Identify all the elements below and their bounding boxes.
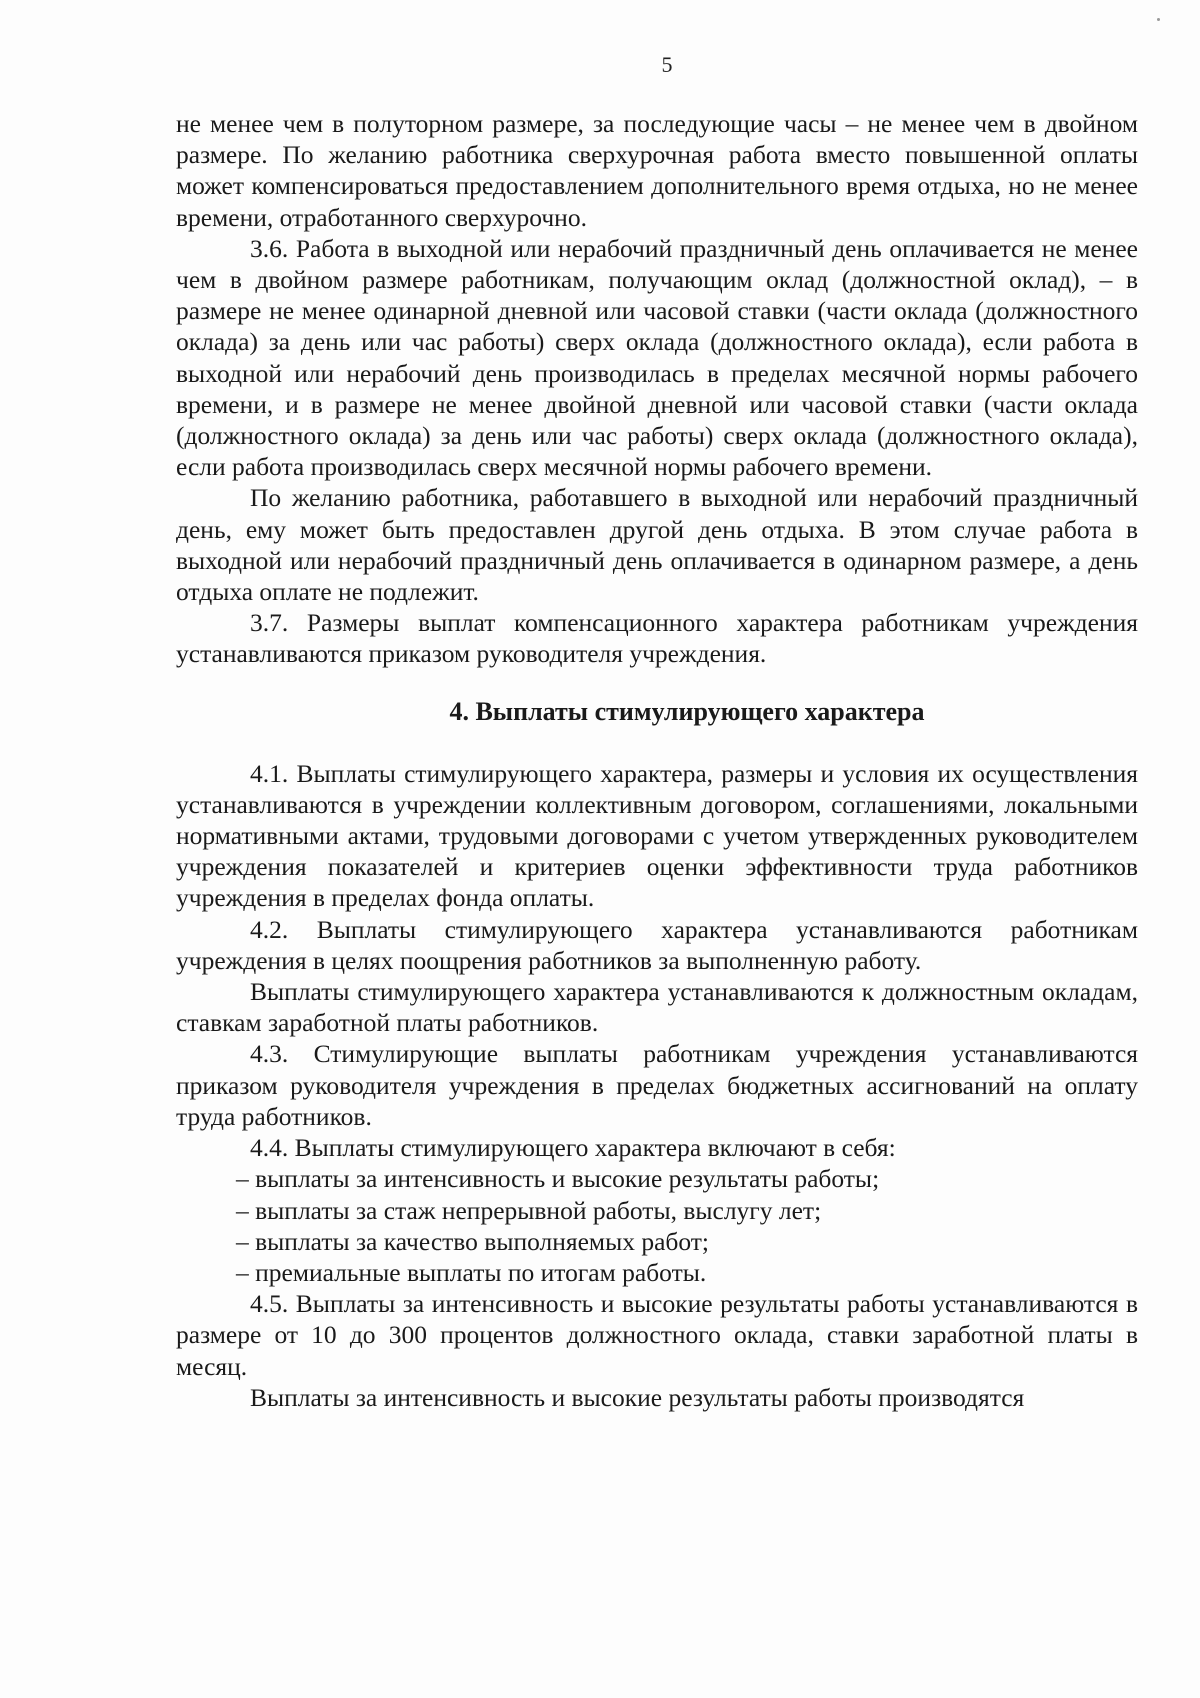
document-body xyxy=(176,108,1138,1413)
paragraph-4-4: 4.4. Выплаты стимулирующего характера включают в себя: xyxy=(250,1133,896,1163)
paragraph-4-1: 4.1. Выплаты стимулирующего характера, размеры и условия их осуществления устанавливаются в учреждении коллективным договором, соглашениями, локальными нормативными актами, трудовыми договорами с учетом утвержденных руководителем учреждения показателей и критериев оценки эффективности труда работников учреждения в пределах фонда оплаты. xyxy=(176,758,1138,913)
paragraph-overtime-continued: не менее чем в полуторном размере, за последующие часы – не менее чем в двойном размере. По желанию работника сверхурочная работа вместо повышенной оплаты может компенсироваться предоставлением дополнительного время отдыха, но не менее времени, отработанного сверхурочно. xyxy=(176,109,1138,232)
page-number: 5 xyxy=(661,52,673,77)
list-item: – выплаты за стаж непрерывной работы, выслугу лет; xyxy=(236,1195,822,1225)
list-item: – выплаты за интенсивность и высокие результаты работы; xyxy=(236,1164,880,1194)
list-item: – выплаты за качество выполняемых работ; xyxy=(236,1226,710,1256)
paragraph-4-3: 4.3. Стимулирующие выплаты работникам учреждения устанавливаются приказом руководителя учреждения в пределах бюджетных ассигнований на оплату труда работников. xyxy=(176,1039,1138,1131)
paragraph-3-7: 3.7. Размеры выплат компенсационного характера работникам учреждения устанавливаются приказом руководителя учреждения. xyxy=(176,608,1138,669)
paragraph-3-6: 3.6. Работа в выходной или нерабочий праздничный день оплачивается не менее чем в двойном размере работникам, получающим оклад (должностной оклад), – в размере не менее одинарной дневной или часовой ставки (части оклада (должностного оклада) за день или час работы) сверх оклада (должностного оклада), если работа в выходной или нерабочий день производилась в пределах месячной нормы рабочего времени, и в размере не менее двойной дневной или часовой ставки (части оклада (должностного оклада) за день или час работы) сверх оклада (должностного оклада), если работа производилась сверх месячной нормы рабочего времени. xyxy=(176,233,1138,482)
paragraph-4-2: 4.2. Выплаты стимулирующего характера устанавливаются работникам учреждения в целях поощрения работников за выполненную работу. xyxy=(176,914,1138,975)
paragraph-4-5-continued: Выплаты за интенсивность и высокие результаты работы производятся xyxy=(250,1382,1025,1412)
section-heading: 4. Выплаты стимулирующего характера xyxy=(449,696,925,726)
paragraph-4-2-continued: Выплаты стимулирующего характера устанавливаются к должностным окладам, ставкам заработной платы работников. xyxy=(176,977,1138,1038)
list-item: – премиальные выплаты по итогам работы. xyxy=(236,1257,707,1287)
paragraph-4-5: 4.5. Выплаты за интенсивность и высокие результаты работы устанавливаются в размере от 10 до 300 процентов должностного оклада, ставки заработной платы в месяц. xyxy=(176,1289,1138,1381)
scan-artifact xyxy=(1157,18,1160,21)
paragraph-day-off: По желанию работника, работавшего в выходной или нерабочий праздничный день, ему может быть предоставлен другой день отдыха. В этом случае работа в выходной или нерабочий праздничный день оплачивается в одинарном размере, а день отдыха оплате не подлежит. xyxy=(176,483,1138,607)
